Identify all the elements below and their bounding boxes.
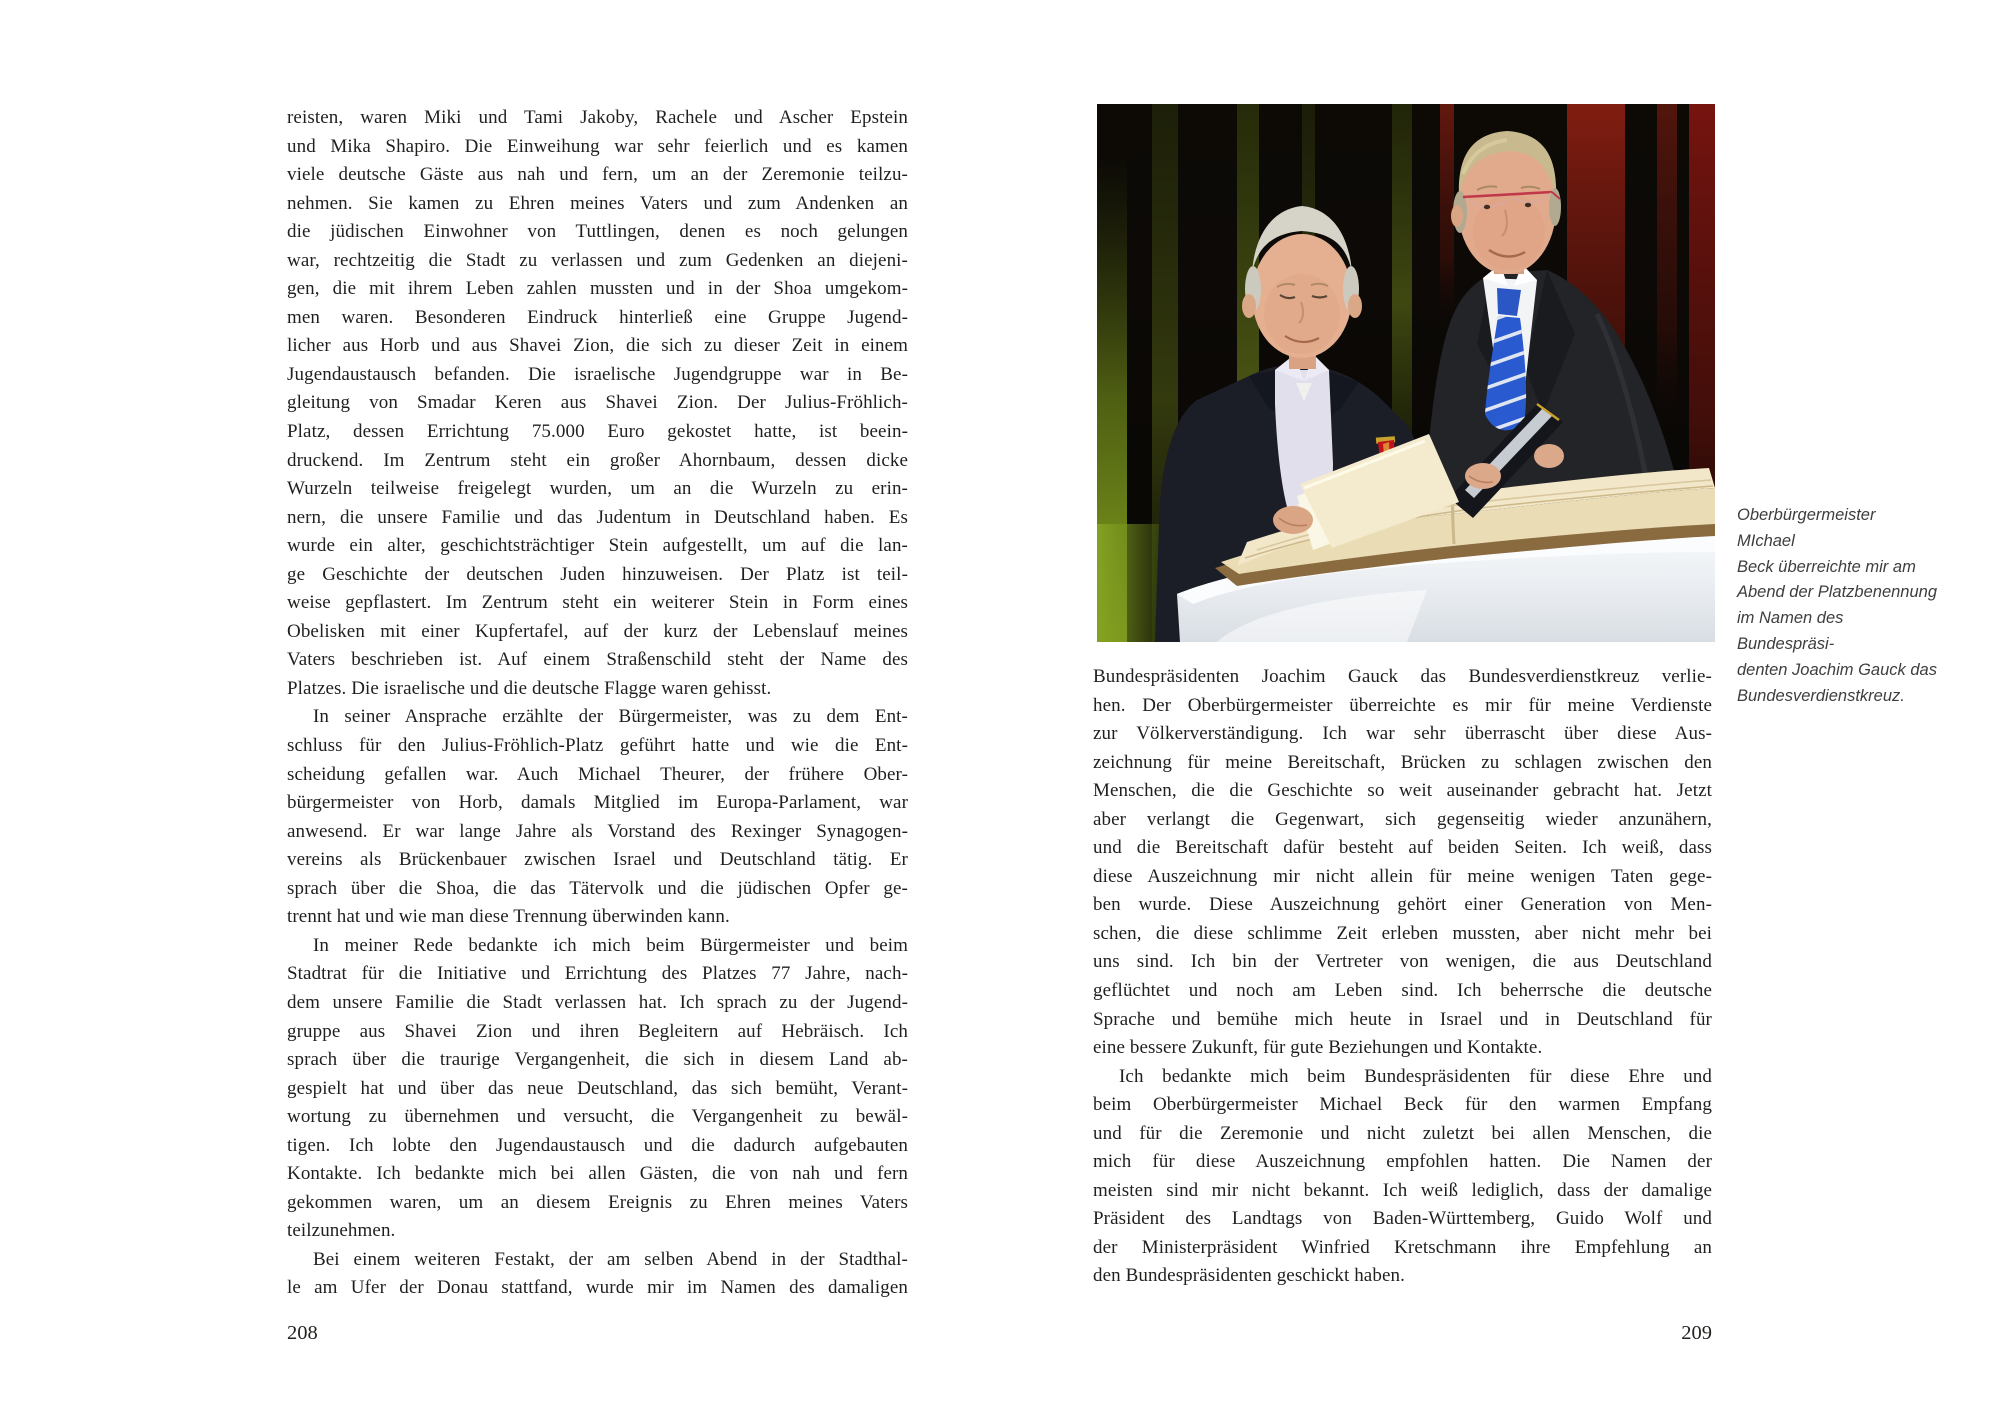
text-line: Vaters beschrieben ist. Auf einem Straßenschild steht der Name des: [287, 649, 908, 671]
text-line: scheidung gefallen war. Auch Michael Theurer, der frühere Ober-: [287, 763, 908, 785]
text-line: gekommen waren, um an diesem Ereignis zu Ehren meines Vaters: [287, 1191, 908, 1213]
text-line: Jugendaustausch befanden. Die israelische Jugendgruppe war in Be-: [287, 363, 908, 385]
text-line: Stadtrat für die Initiative und Errichtung des Platzes 77 Jahre, nach-: [287, 963, 908, 985]
caption-line: Abend der Platzbenennung: [1737, 583, 1937, 602]
text-line: viele deutsche Gäste aus nah und fern, um an der Zeremonie teilzu-: [287, 164, 908, 186]
text-line: Präsident des Landtags von Baden-Württemberg, Guido Wolf und: [1093, 1208, 1712, 1230]
text-line: mich für diese Auszeichnung empfohlen hatten. Die Namen der: [1093, 1151, 1712, 1173]
text-line: Platzes. Die israelische und die deutsche Flagge waren gehisst.: [287, 677, 772, 699]
text-line: Obelisken mit einer Kupfertafel, auf der kurz der Lebenslauf meines: [287, 620, 908, 642]
text-line: Platz, dessen Errichtung 75.000 Euro gekostet hatte, ist beein-: [287, 421, 908, 443]
honoree-hand: [1273, 506, 1313, 534]
text-line: Bei einem weiteren Festakt, der am selben Abend in der Stadthal-: [313, 1248, 908, 1270]
text-line: weise gepflastert. Im Zentrum steht ein weiterer Stein in Form eines: [287, 592, 908, 614]
text-line: beim Oberbürgermeister Michael Beck für den warmen Empfang: [1093, 1094, 1712, 1116]
photo-caption: [1737, 503, 1937, 709]
caption-line: denten Joachim Gauck das: [1737, 660, 1937, 679]
text-line: zur Völkerverständigung. Ich war sehr überrascht über diese Aus-: [1093, 723, 1712, 745]
text-line: wurde ein alter, geschichtsträchtiger Stein aufgestellt, um auf die lan-: [287, 535, 908, 557]
text-line: ge Geschichte der deutschen Juden hinzuweisen. Der Platz ist teil-: [287, 563, 908, 585]
text-line: vereins als Brückenbauer zwischen Israel und Deutschland tätig. Er: [287, 849, 908, 871]
text-line: schluss für den Julius-Fröhlich-Platz geführt hatte und wie die Ent-: [287, 735, 908, 757]
text-line: ben wurde. Diese Auszeichnung gehört einer Generation von Men-: [1093, 894, 1712, 916]
mayor-hand: [1534, 444, 1564, 468]
caption-line: Beck überreichte mir am: [1737, 557, 1916, 576]
text-line: anwesend. Er war lange Jahre als Vorstand des Rexinger Synagogen-: [287, 820, 908, 842]
text-line: der Ministerpräsident Winfried Kretschmann ihre Empfehlung an: [1093, 1236, 1712, 1258]
text-line: le am Ufer der Donau stattfand, wurde mir im Namen des damaligen: [287, 1277, 908, 1299]
text-line: den Bundespräsidenten geschickt haben.: [1093, 1265, 1405, 1287]
text-line: Sprache und bemühe mich heute in Israel und in Deutschland für: [1093, 1008, 1712, 1030]
text-line: sprach über die Shoa, die das Tätervolk und die jüdischen Opfer ge-: [287, 877, 908, 899]
text-line: sprach über die traurige Vergangenheit, die sich in diesem Land ab-: [287, 1049, 908, 1071]
text-line: druckend. Im Zentrum steht ein großer Ahornbaum, dessen dicke: [287, 449, 908, 471]
text-line: gruppe aus Shavei Zion und ihren Begleitern auf Hebräisch. Ich: [287, 1020, 908, 1042]
text-line: tigen. Ich lobte den Jugendaustausch und die dadurch aufgebauten: [287, 1134, 908, 1156]
text-line: teilzunehmen.: [287, 1220, 396, 1242]
text-line: reisten, waren Miki und Tami Jakoby, Rachele und Ascher Epstein: [287, 107, 908, 128]
text-line: nern, die unsere Familie und das Judentum in Deutschland haben. Es: [287, 506, 908, 528]
page-number-left: 208: [287, 1322, 318, 1344]
page-number-right: 209: [1681, 1322, 1712, 1344]
text-line: wortung zu übernehmen und versucht, die Vergangenheit zu bewäl-: [287, 1106, 908, 1128]
text-line: geflüchtet und noch am Leben sind. Ich beherrsche die deutsche: [1093, 980, 1712, 1002]
left-text-column: [287, 104, 908, 1303]
ceremony-photo: [1097, 104, 1715, 642]
mayor-hand: [1465, 463, 1501, 489]
text-line: In seiner Ansprache erzählte der Bürgermeister, was zu dem Ent-: [313, 706, 908, 728]
text-line: eine bessere Zukunft, für gute Beziehungen und Kontakte.: [1093, 1037, 1543, 1059]
text-line: gespielt hat und über das neue Deutschland, das sich bemüht, Verant-: [287, 1077, 908, 1099]
text-line: gleitung von Smadar Keren aus Shavei Zion. Der Julius-Fröhlich-: [287, 392, 908, 414]
text-line: und die Bereitschaft dafür besteht auf beiden Seiten. Ich weiß, dass: [1093, 837, 1712, 859]
text-line: war, rechtzeitig die Stadt zu verlassen und zum Gedenken an diejeni-: [287, 249, 908, 271]
text-line: meisten sind mir nicht bekannt. Ich weiß lediglich, dass der damalige: [1093, 1179, 1712, 1201]
text-line: Ich bedankte mich beim Bundespräsidenten für diese Ehre und: [1119, 1065, 1712, 1087]
text-line: In meiner Rede bedankte ich mich beim Bürgermeister und beim: [313, 934, 908, 956]
text-line: diese Auszeichnung mir nicht allein für meine wenigen Taten gege-: [1093, 865, 1712, 887]
caption-line: Oberbürgermeister MIchael: [1737, 506, 1876, 550]
text-line: gen, die mit ihrem Leben zahlen mussten und in der Shoa umgekom-: [287, 278, 908, 300]
right-text-column: [1093, 663, 1712, 1291]
text-line: uns sind. Ich bin der Vertreter von wenigen, die aus Deutschland: [1093, 951, 1712, 973]
text-line: aber verlangt die Gegenwart, sich gegenseitig wieder anzunähern,: [1093, 808, 1712, 830]
text-line: licher aus Horb und aus Shavei Zion, die sich zu dieser Zeit in einem: [287, 335, 908, 357]
text-line: dem unsere Familie die Stadt verlassen hat. Ich sprach zu der Jugend-: [287, 991, 908, 1013]
text-line: Bundespräsidenten Joachim Gauck das Bundesverdienstkreuz verlie-: [1093, 666, 1712, 687]
caption-line: Bundesverdienstkreuz.: [1737, 686, 1905, 705]
text-line: nehmen. Sie kamen zu Ehren meines Vaters und zum Andenken an: [287, 192, 908, 214]
text-line: men waren. Besonderen Eindruck hinterließ eine Gruppe Jugend-: [287, 306, 908, 328]
text-line: trennt hat und wie man diese Trennung überwinden kann.: [287, 906, 730, 928]
text-line: zeichnung für meine Bereitschaft, Brücken zu schlagen zwischen den: [1093, 751, 1712, 773]
text-line: und für die Zeremonie und nicht zuletzt bei allen Menschen, die: [1093, 1122, 1712, 1144]
caption-line: im Namen des Bundespräsi-: [1737, 609, 1844, 653]
text-line: und Mika Shapiro. Die Einweihung war sehr feierlich und es kamen: [287, 135, 908, 157]
text-line: die jüdischen Einwohner von Tuttlingen, denen es noch gelungen: [287, 221, 908, 243]
text-line: bürgermeister von Horb, damals Mitglied im Europa-Parlament, war: [287, 792, 908, 814]
text-line: Wurzeln teilweise freigelegt wurden, um an die Wurzeln zu erin-: [287, 478, 908, 500]
text-line: schen, die diese schlimme Zeit erleben mussten, aber nicht mehr bei: [1093, 922, 1712, 944]
text-line: Menschen, die die Geschichte so weit auseinander gebracht hat. Jetzt: [1093, 780, 1712, 802]
text-line: Kontakte. Ich bedankte mich bei allen Gästen, die von nah und fern: [287, 1163, 908, 1185]
text-line: hen. Der Oberbürgermeister überreichte es mir für meine Verdienste: [1093, 694, 1712, 716]
